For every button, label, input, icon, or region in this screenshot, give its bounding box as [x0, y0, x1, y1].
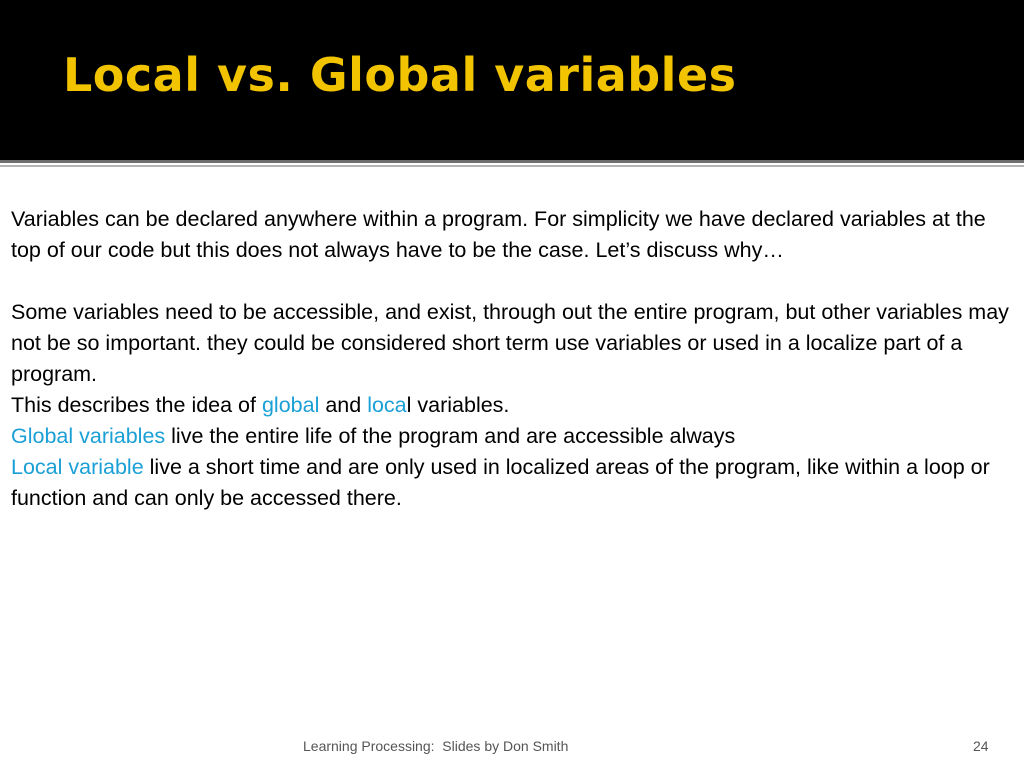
line-global-local-idea — [11, 390, 1011, 421]
title-bar — [0, 0, 1024, 160]
highlight-local-variable: Local variable — [11, 455, 144, 479]
slide-body — [11, 204, 1011, 514]
highlight-local: loca — [367, 393, 407, 417]
highlight-global: global — [261, 393, 320, 417]
paragraph-declaring-variables: Variables can be declared anywhere within a program. For simplicity we have declared variables at the top of our code but this does not always have to be the case. Let’s discuss why… — [11, 207, 986, 262]
line-global-local-prefix: This describes the idea of — [11, 393, 262, 417]
local-variable-description: live a short time and are only used in localized areas of the program, like within a loop or function and can only be accessed there. — [11, 455, 990, 510]
slide-title: Local vs. Global variables — [63, 48, 737, 102]
paragraph-variable-scope: Some variables need to be accessible, and exist, through out the entire program, but other variables may not be so important. they could be considered short term use variables or used in a localize part of a program. — [11, 300, 1009, 386]
page-number: 24 — [973, 738, 989, 754]
line-local-variable — [11, 452, 1011, 514]
paragraph-spacer — [11, 266, 1011, 297]
global-variables-description: live the entire life of the program and are accessible always — [165, 424, 736, 448]
line-global-local-middle: and — [319, 393, 368, 417]
line-global-local-suffix: l variables. — [406, 393, 510, 417]
highlight-global-variables: Global variables — [11, 424, 166, 448]
footer-credit: Learning Processing: Slides by Don Smith — [303, 738, 569, 754]
line-global-variables — [11, 421, 1011, 452]
title-divider-light — [0, 165, 1024, 167]
